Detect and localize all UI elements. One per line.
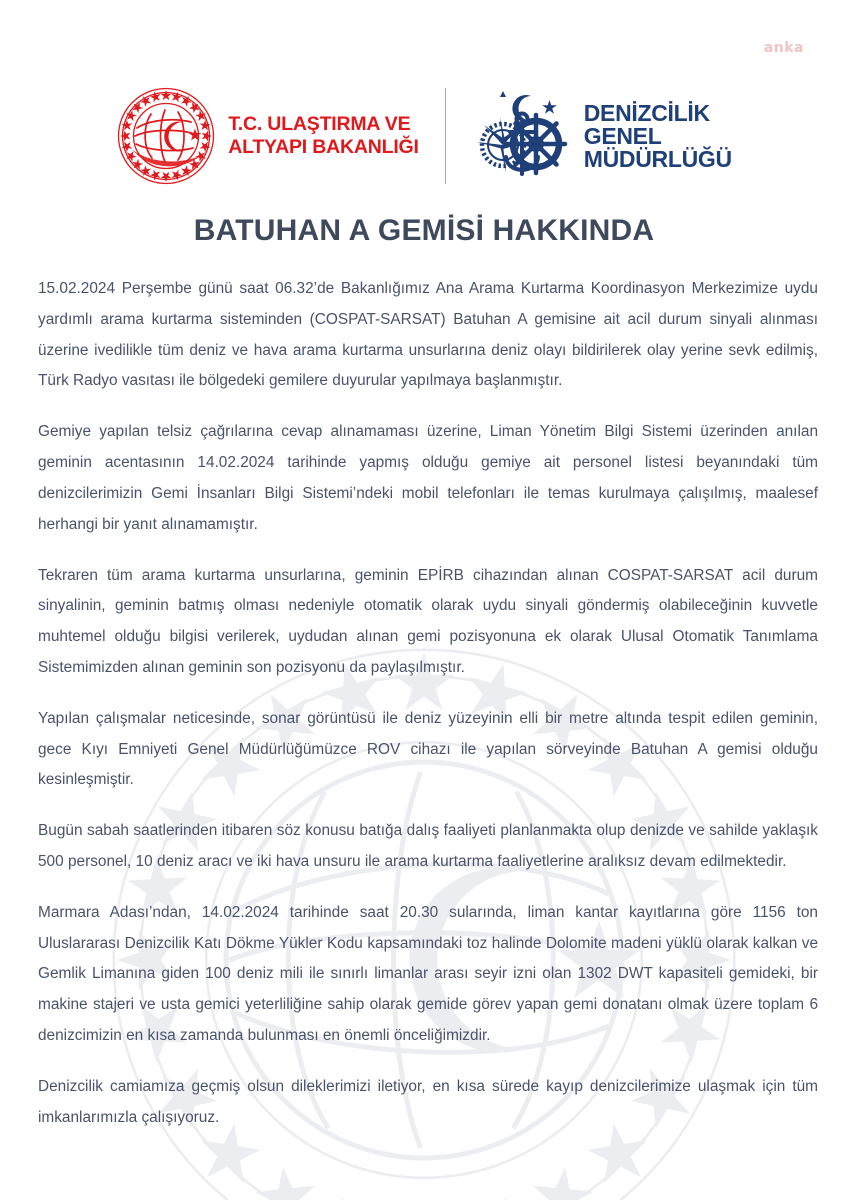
- paragraph-2: Gemiye yapılan telsiz çağrılarına cevap alınamaması üzerine, Liman Yönetim Bilgi Sistemi üzerinden anılan geminin acentasının 14.02.2024 tarihinde yapmış olduğu gemiye ait personel listesi beyanındaki tüm denizcilerimizin Gemi İnsanları Bilgi Sistemi’ndeki mobil telefonları ile temas kurulmaya çalışılmış, maalesef herhangi bir yanıt alınamamıştır.: [38, 423, 818, 533]
- header-logos: [0, 0, 848, 186]
- anka-watermark: anka: [763, 40, 804, 56]
- paragraph-4: Yapılan çalışmalar neticesinde, sonar görüntüsü ile deniz yüzeyinin elli bir metre altında tespit edilen geminin, gece Kıyı Emniyeti Genel Müdürlüğümüzce ROV cihazı ile yapılan sörveyinde Batuhan A gemisi olduğu kesinleşmiştir.: [38, 709, 818, 789]
- paragraph-1: 15.02.2024 Perşembe günü saat 06.32’de Bakanlığımız Ana Arama Kurtarma Koordinasyon Merkezimize uydu yardımlı arama kurtarma sisteminden (COSPAT-SARSAT) Batuhan A gemisine ait acil durum sinyali alınması üzerine ivedilikle tüm deniz ve hava arama kurtarma unsurlarına deniz olayı bildirilerek olay yerine sevk edilmiş, Türk Radyo vasıtası ile bölgedeki gemilere duyurular yapılmaya başlanmıştır.: [38, 280, 818, 390]
- logo-divider: [445, 88, 446, 184]
- document-body: [0, 248, 848, 1134]
- paragraph-7: Denizcilik camiamıza geçmiş olsun dileklerimizi iletiyor, en kısa sürede kayıp denizcilerimize ulaşmak için tüm imkanlarımızla çalışıyoruz.: [38, 1077, 818, 1126]
- paragraph-5: Bugün sabah saatlerinden itibaren söz konusu batığa dalış faaliyeti planlanmakta olup denizde ve sahilde yaklaşık 500 personel, 10 deniz aracı ve iki hava unsuru ile arama kurtarma faaliyetlerine aralıksız devam edilmektedir.: [38, 822, 818, 870]
- directorate-logo-line2: GENEL: [583, 122, 662, 149]
- directorate-logo: [472, 86, 732, 186]
- tc-ministry-emblem-icon: [116, 86, 216, 186]
- ministry-logo-text: [228, 113, 419, 159]
- maritime-helm-anchor-emblem-icon: [472, 86, 572, 186]
- ministry-logo-line1: T.C. ULAŞTIRMA VE: [228, 113, 411, 135]
- paragraph-6: Marmara Adası’ndan, 14.02.2024 tarihinde saat 20.30 sularında, liman kantar kayıtlarına göre 1156 ton Uluslararası Denizcilik Katı Dökme Yükler Kodu kapsamındaki toz halinde Dolomite madeni yüklü olarak kalkan ve Gemlik Limanına giden 100 deniz mili ile sınırlı limanlar arası seyir izni olan 1302 DWT kapasiteli gemideki, bir makine stajeri ve usta gemici yeterliliğine sahip olarak gemide görev yapan gemi donatanı olmak üzere toplam 6 denizcimizin en kısa zamanda bulunması en önemli önceliğimizdir.: [38, 903, 818, 1045]
- paragraph-3: Tekraren tüm arama kurtarma unsurlarına, geminin EPİRB cihazından alınan COSPAT-SARSAT acil durum sinyalinin, geminin batmış olması nedeniyle otomatik olarak uydu sinyali göndermiş olabileceğinin kuvvetle muhtemel olduğu bilgisi verilerek, uydudan alınan gemi pozisyonuna ek olarak Ulusal Otomatik Tanımlama Sistemimizden alınan geminin son pozisyonu da paylaşılmıştır.: [38, 566, 818, 676]
- directorate-logo-line1: DENİZCİLİK: [583, 99, 710, 126]
- ministry-logo: [116, 86, 419, 186]
- directorate-logo-text: [583, 99, 732, 172]
- directorate-logo-line3: MÜDÜRLÜĞÜ: [583, 145, 732, 172]
- ministry-logo-line2: ALTYAPI BAKANLIĞI: [228, 136, 419, 158]
- page-title: BATUHAN A GEMİSİ HAKKINDA: [193, 214, 655, 247]
